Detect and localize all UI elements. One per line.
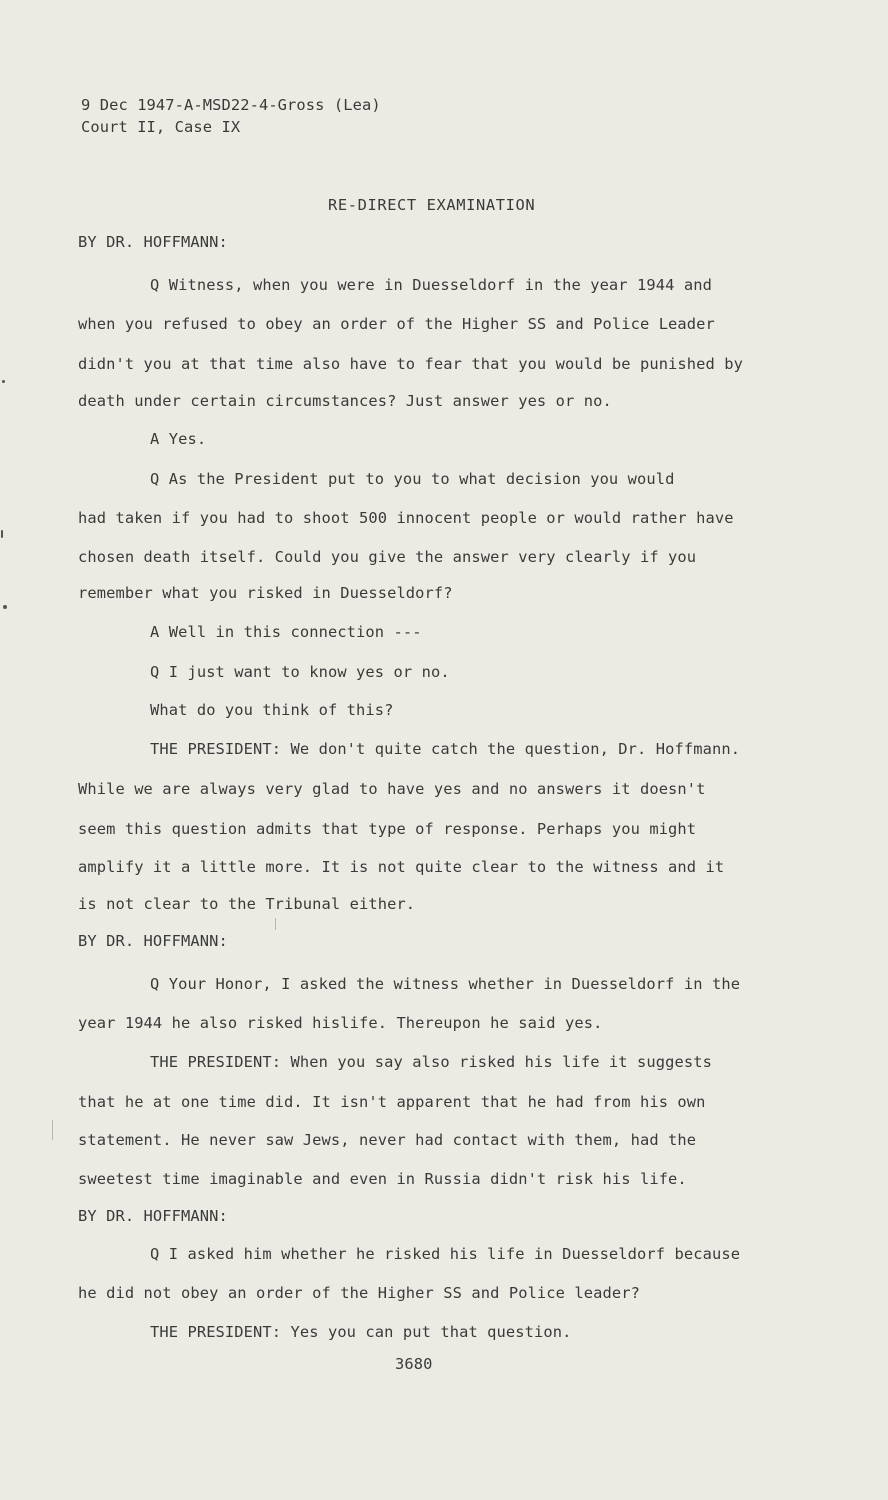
president-line: THE PRESIDENT: We don't quite catch the question, Dr. Hoffmann. [150,740,741,758]
scan-mark [52,1120,53,1140]
text-line: didn't you at that time also have to fear that you would be punished by [78,355,743,373]
text-line: death under certain circumstances? Just answer yes or no. [78,392,612,410]
answer-line: A Yes. [150,430,207,448]
header-line-2: Court II, Case IX [81,118,241,136]
speaker-heading: BY DR. HOFFMANN: [78,932,228,950]
text-line: that he at one time did. It isn't apparent that he had from his own [78,1093,706,1111]
president-line: THE PRESIDENT: Yes you can put that question. [150,1323,572,1341]
scan-mark [2,380,5,383]
text-line: he did not obey an order of the Higher SS and Police leader? [78,1284,640,1302]
text-line: year 1944 he also risked hislife. Thereupon he said yes. [78,1014,603,1032]
text-line: amplify it a little more. It is not quite clear to the witness and it [78,858,725,876]
text-line: seem this question admits that type of response. Perhaps you might [78,820,697,838]
text-line: sweetest time imaginable and even in Russia didn't risk his life. [78,1170,687,1188]
answer-line: A Well in this connection --- [150,623,422,641]
scan-mark [1,530,3,538]
text-line: chosen death itself. Could you give the answer very clearly if you [78,548,697,566]
question-line: Q Your Honor, I asked the witness whether in Duesseldorf in the [150,975,741,993]
speaker-heading: BY DR. HOFFMANN: [78,1207,228,1225]
speaker-heading: BY DR. HOFFMANN: [78,233,228,251]
text-line: when you refused to obey an order of the Higher SS and Police Leader [78,315,715,333]
question-line: Q As the President put to you to what decision you would [150,470,675,488]
question-line: Q Witness, when you were in Duesseldorf in the year 1944 and [150,276,712,294]
text-line: While we are always very glad to have yes and no answers it doesn't [78,780,706,798]
text-line: is not clear to the Tribunal either. [78,895,416,913]
page-number: 3680 [395,1355,433,1373]
text-line: had taken if you had to shoot 500 innocent people or would rather have [78,509,734,527]
scan-mark [3,605,7,609]
scan-mark [275,918,276,930]
question-line: Q I just want to know yes or no. [150,663,450,681]
text-line: remember what you risked in Duesseldorf? [78,584,453,602]
question-line: Q I asked him whether he risked his life in Duesseldorf because [150,1245,741,1263]
text-line: What do you think of this? [150,701,394,719]
document-title: RE-DIRECT EXAMINATION [328,196,536,214]
header-line-1: 9 Dec 1947-A-MSD22-4-Gross (Lea) [81,96,381,114]
text-line: statement. He never saw Jews, never had contact with them, had the [78,1131,697,1149]
president-line: THE PRESIDENT: When you say also risked his life it suggests [150,1053,712,1071]
